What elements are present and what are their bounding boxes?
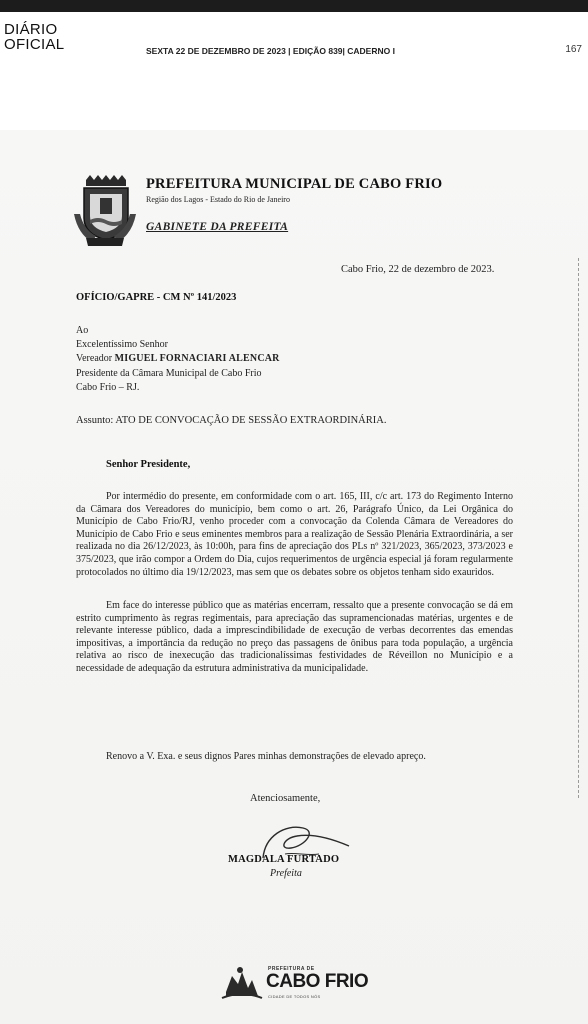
brand-line-1: DIÁRIO [4, 21, 58, 38]
municipal-crest-icon [72, 174, 138, 248]
diario-oficial-logo [4, 22, 64, 52]
brand-line-2: OFICIAL [4, 36, 65, 53]
recipient-name: MIGUEL FORNACIARI ALENCAR [114, 353, 280, 365]
letter-reference: OFÍCIO/GAPRE - CM Nº 141/2023 [76, 292, 237, 303]
margin-stamp-line [578, 258, 580, 798]
signer-role: Prefeita [270, 868, 302, 879]
letter-date: Cabo Frio, 22 de dezembro de 2023. [341, 264, 495, 275]
letter-subject: Assunto: ATO DE CONVOCAÇÃO DE SESSÃO EXTRAORDINÁRIA. [76, 415, 387, 426]
body-paragraph-1: Por intermédio do presente, em conformidade com o art. 165, III, c/c art. 173 do Regimento Interno da Câmara dos Vereadores do município, bem como o art. 26, Parágrafo Único, da Lei Orgânica do Município de Cabo Frio/RJ, venho proceder com a convocação da Colenda Câmara de Vereadores do Município de Cabo Frio e seus eminentes membros para a realização de Sessão Plenária Extraordinária, a ser realizada no dia 26/12/2023, às 10:00h, para fins de apreciação dos PLs nº 321/2023, 365/2023, 373/2023 e 375/2023, que irão compor a Ordem do Dia, cujos requerimentos de urgência especial já foram regularmente protocolados no último dia 19/12/2023, mas sem que os debates sobre os objetos tenham sido exauridos. [76, 491, 513, 578]
address-line-2: Excelentíssimo Senhor [76, 339, 168, 351]
address-line-3 [76, 352, 280, 366]
recipient-address [76, 324, 280, 395]
prefeitura-title: PREFEITURA MUNICIPAL DE CABO FRIO [146, 176, 443, 192]
edition-info: SEXTA 22 DE DEZEMBRO DE 2023 | EDIÇÃO 839| CADERNO I [146, 46, 395, 56]
salutation: Senhor Presidente, [106, 459, 191, 470]
body-paragraph-3: Renovo a V. Exa. e seus dignos Pares minhas demonstrações de elevado apreço. [106, 751, 426, 762]
office-name: GABINETE DA PREFEITA [146, 221, 289, 233]
handwritten-signature [245, 816, 355, 876]
closing: Atenciosamente, [250, 793, 321, 804]
address-prefix: Vereador [76, 353, 115, 365]
top-dark-bar [0, 0, 588, 12]
body-paragraph-2: Em face do interesse público que as matérias encerram, ressalto que a presente convocação se dá em estrito cumprimento às regras regimentais, para apreciação das supramencionadas matérias, urgentes e de relevante interesse público, dada a imprescindibilidade de execução de verbas decorrentes das emendas impositivas, a importância da redução no preço das passagens de ônibus para toda população, a urgência relativa ao risco de inexecução das tradicionalíssimas festividades de Réveillon no Município e a necessidade de adequação da estrutura administrativa da municipalidade. [76, 600, 513, 674]
signer-name: MAGDALA FURTADO [228, 854, 340, 865]
address-line-1: Ao [76, 325, 89, 336]
prefeitura-subtitle: Região dos Lagos - Estado do Rio de Janeiro [146, 195, 290, 204]
address-line-5: Cabo Frio – RJ. [76, 381, 140, 393]
page-number: 167 [565, 44, 582, 55]
footer-logo-text: CABO FRIO [266, 971, 369, 992]
address-line-4: Presidente da Câmara Municipal de Cabo Frio [76, 367, 262, 379]
footer-logo-tagline: CIDADE DE TODOS NÓS [268, 994, 321, 999]
footer-logo-prefix: PREFEITURA DE [268, 966, 315, 972]
